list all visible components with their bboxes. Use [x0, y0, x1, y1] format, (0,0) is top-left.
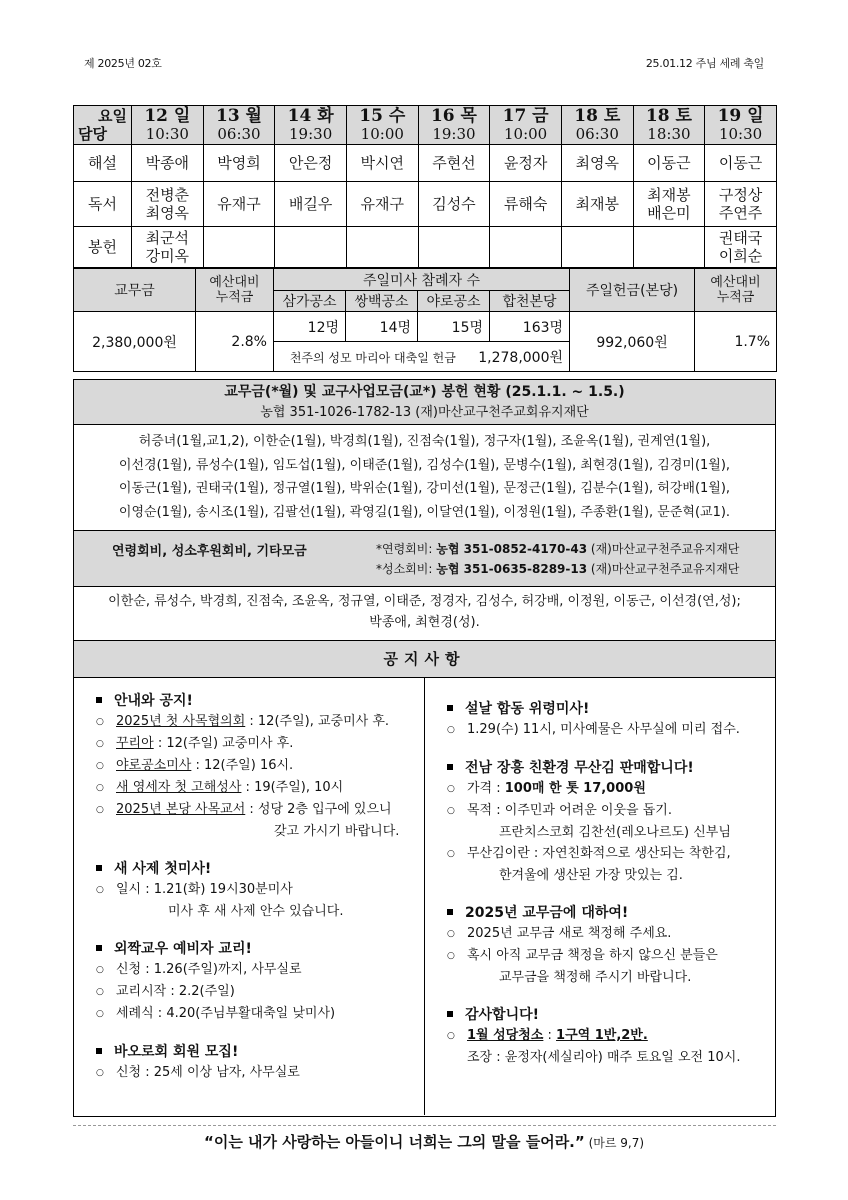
notice-item-text: 교무금을 책정해 주시기 바랍니다.: [499, 970, 692, 985]
notice-heading: [96, 1042, 424, 1062]
notice-heading-text: 새 사제 첫미사!: [114, 861, 212, 877]
circle-bullet-icon: ○: [96, 783, 104, 793]
assignee-name: 강미옥: [145, 247, 190, 265]
collection-header: 주일헌금(본당): [570, 269, 695, 312]
mass-time: 06:30: [217, 125, 261, 143]
assignee-name: 전병춘: [145, 186, 190, 204]
notice-item: [96, 959, 424, 981]
donor-line: 이한순, 류성수, 박경희, 진점숙, 조윤옥, 정규열, 이태준, 정경자, 김성수, 허강배, 이정원, 이동근, 이선경(연,성);: [108, 594, 741, 609]
circle-bullet-icon: ○: [96, 739, 104, 749]
circle-bullet-icon: ○: [96, 717, 104, 727]
bullet-icon: [96, 697, 102, 703]
notice-block: [447, 903, 775, 988]
bullet-icon: [96, 865, 102, 871]
notice-block: [96, 691, 424, 842]
place-header: 삼가공소: [274, 291, 346, 312]
assignee-cell: [561, 182, 633, 227]
mass-schedule-table: [73, 105, 777, 268]
notice-item: [96, 1062, 424, 1084]
collection-amount: 992,060원: [570, 312, 695, 372]
assignee-name: 박종애: [145, 154, 190, 172]
notice-heading-text: 설날 합동 위령미사!: [465, 701, 590, 717]
notice-item: [447, 843, 775, 865]
day-name: 13 월: [215, 106, 262, 126]
donor-line: 이선경(1월), 류성수(1월), 임도섭(1월), 이태준(1월), 김성수(1월), 문병수(1월), 최현경(1월), 김경미(1월),: [118, 457, 731, 473]
notice-header: [73, 640, 776, 678]
circle-bullet-icon: ○: [96, 805, 104, 815]
assignee-name: 최재봉: [647, 186, 691, 204]
notice-item: [96, 981, 424, 1003]
notice-item: [447, 1047, 775, 1068]
special-offering-label: 천주의 성모 마리아 대축일 헌금: [289, 350, 456, 365]
assignee-cell: [346, 227, 418, 268]
notice-heading: [447, 903, 775, 923]
assignee-name: 배길우: [288, 195, 333, 213]
donation-donor-list: [73, 586, 776, 641]
notice-block: [96, 859, 424, 922]
issue-number: 제 2025년 02호: [84, 57, 162, 70]
bullet-icon: [96, 945, 102, 951]
mass-time: 10:00: [503, 125, 548, 143]
notice-item: [96, 879, 424, 901]
date-line: 25.01.12 주님 세례 축일: [645, 57, 764, 70]
notice-item-text: 조장 : 윤정자(세실리아) 매주 토요일 오전 10시.: [467, 1050, 741, 1065]
assignee-name: 구정상: [718, 186, 763, 204]
assignee-cell: [633, 182, 705, 227]
corner-cell: 요일 담당: [74, 106, 132, 145]
assignee-name: 안은정: [288, 154, 333, 172]
day-name: 14 화: [287, 106, 334, 126]
assignee-name: 유재구: [217, 195, 261, 213]
assignee-cell: [561, 145, 633, 182]
notice-item: [447, 1025, 775, 1047]
circle-bullet-icon: ○: [447, 806, 455, 816]
dues-account: 농협 351-1026-1782-13 (재)마산교구천주교회유지재단: [260, 405, 589, 420]
assignee-cell: [418, 182, 490, 227]
donor-line: 박종애, 최현경(성).: [369, 615, 480, 630]
footer-divider: [73, 1125, 776, 1126]
notice-heading-text: 바오로회 회원 모집!: [114, 1044, 239, 1060]
notice-block: [447, 1005, 775, 1068]
circle-bullet-icon: ○: [447, 951, 455, 961]
assignee-cell: [490, 145, 562, 182]
notice-item-text: : 19(주일), 10시: [241, 780, 344, 795]
day-name: 17 금: [502, 106, 549, 126]
assignee-cell: [275, 145, 347, 182]
header-line: 예산대비: [710, 275, 761, 290]
notice-item: [447, 778, 775, 800]
notice-item-text: 무산김이란 : 자연친화적으로 생산되는 착한김,: [467, 846, 731, 861]
assignee-name: 최영옥: [145, 204, 190, 222]
notice-item: [96, 711, 424, 733]
notice-item-text: :: [543, 1028, 557, 1043]
dues-section-title: 교무금(*월) 및 교구사업모금(교*) 봉헌 현황 (25.1.1. ~ 1.5.): [224, 384, 625, 400]
assignee-name: 주연주: [718, 204, 763, 222]
mass-time: 10:30: [145, 125, 189, 143]
dues-ratio-header: [196, 269, 274, 312]
notice-heading: [447, 758, 775, 778]
assignee-cell: [203, 227, 275, 268]
notice-block: [447, 699, 775, 741]
day-header: [132, 106, 204, 145]
assignee-cell: [633, 145, 705, 182]
notice-item-emphasis: 100매 한 톳 17,000원: [504, 781, 646, 796]
bullet-icon: [447, 1011, 453, 1017]
assignee-cell: [346, 182, 418, 227]
donor-line: 허증녀(1월,교1,2), 이한순(1월), 박경희(1월), 진점숙(1월), 정구자(1월), 조윤옥(1월), 권계연(1월),: [138, 434, 711, 449]
attendance-count: 15명: [418, 312, 490, 342]
notice-item-text: 2025년 교무금 새로 책정해 주세요.: [467, 926, 672, 941]
circle-bullet-icon: ○: [447, 849, 455, 859]
notice-heading: [96, 691, 424, 711]
notice-item-text: 세례식 : 4.20(주님부활대축일 낮미사): [116, 1006, 336, 1021]
special-offering: [274, 342, 570, 372]
assignee-name: 윤정자: [503, 154, 548, 172]
assignee-cell: [132, 145, 204, 182]
notice-item-text: 혹시 아직 교무금 책정을 하지 않으신 분들은: [467, 948, 718, 963]
assignee-name: 류해숙: [503, 195, 548, 213]
mass-time: 10:30: [718, 125, 763, 143]
notice-heading: [96, 859, 424, 879]
assignee-name: 이희순: [718, 247, 763, 265]
notice-item: [96, 733, 424, 755]
day-header: [490, 106, 562, 145]
donor-line: 이동근(1월), 권태국(1월), 정규열(1월), 박위순(1월), 강미선(1월), 문정근(1월), 김분수(1월), 허강배(1월),: [118, 481, 731, 496]
notice-block: [96, 1042, 424, 1084]
donor-line: 이영순(1월), 송시조(1월), 김팔선(1월), 곽영길(1월), 이달연(1월), 이정원(1월), 주종환(1월), 문준혁(교1).: [118, 504, 731, 520]
circle-bullet-icon: ○: [447, 929, 455, 939]
footer-quote: [0, 1131, 848, 1152]
assignee-cell: [346, 145, 418, 182]
notice-item-title: 꾸리아: [116, 736, 154, 751]
notice-item: [96, 1003, 424, 1025]
place-header: 야로공소: [418, 291, 490, 312]
notice-item-title: 2025년 첫 사목협의회: [116, 714, 246, 729]
notice-item: [447, 945, 775, 967]
bullet-icon: [447, 705, 453, 711]
notice-heading-text: 전남 장흥 친환경 무산김 판매합니다!: [465, 760, 694, 776]
finance-table: [73, 268, 777, 372]
assignee-cell: [418, 145, 490, 182]
notice-item-text: 일시 : 1.21(화) 19시30분미사: [116, 882, 293, 897]
role-label: 봉헌: [74, 227, 132, 268]
notice-heading-text: 외짝교우 예비자 교리!: [114, 941, 252, 957]
notice-item: [447, 719, 775, 741]
assignee-cell: [705, 227, 777, 268]
notice-item-text: : 12(주일), 교중미사 후.: [245, 714, 390, 729]
assignee-cell: [132, 182, 204, 227]
notice-heading: [447, 699, 775, 719]
notice-item: [447, 923, 775, 945]
header-line: 누적금: [716, 290, 755, 305]
assignee-name: 최영옥: [575, 154, 619, 172]
notice-title: 공지사항: [383, 650, 466, 668]
notice-item-text: 신청 : 25세 이상 남자, 사무실로: [116, 1065, 300, 1080]
dues-section-header: [73, 379, 776, 425]
notice-item: [96, 755, 424, 777]
bullet-icon: [447, 764, 453, 770]
assignee-cell: [490, 227, 562, 268]
circle-bullet-icon: ○: [96, 965, 104, 975]
notice-heading: [447, 1005, 775, 1025]
assignee-name: 이동근: [647, 154, 691, 172]
dues-amount: 2,380,000원: [74, 312, 196, 372]
day-name: 16 목: [430, 106, 477, 126]
donation-section-header: [73, 530, 776, 587]
circle-bullet-icon: ○: [96, 761, 104, 771]
assignee-name: 배은미: [647, 204, 691, 222]
notice-item: [96, 777, 424, 799]
assignee-name: 김성수: [432, 195, 476, 213]
mass-time: 19:30: [289, 125, 333, 143]
notice-heading: [96, 939, 424, 959]
day-name: 12 일: [144, 106, 191, 126]
header-line: 누적금: [215, 290, 254, 305]
donation-accounts: *연령회비: 농협 351-0852-4170-43 (재)마산교구천주교유지재단 *성소회비: 농협 351-0635-8289-13 (재)마산교구천주교유지재단: [376, 542, 740, 576]
day-header: [705, 106, 777, 145]
assignee-name: 박영희: [217, 154, 261, 172]
notice-item: [447, 865, 775, 886]
bullet-icon: [96, 1048, 102, 1054]
assignee-cell: [203, 182, 275, 227]
assignee-name: 권태국: [718, 229, 763, 247]
assignee-cell: [705, 145, 777, 182]
circle-bullet-icon: ○: [447, 1031, 455, 1041]
special-offering-amount: 1,278,000원: [478, 349, 564, 366]
notice-heading-text: 안내와 공지!: [114, 693, 193, 709]
notice-block: [96, 939, 424, 1025]
day-header: [203, 106, 275, 145]
notice-right-column: [425, 677, 775, 1085]
assignee-cell: [633, 227, 705, 268]
collection-ratio-header: [695, 269, 777, 312]
circle-bullet-icon: ○: [447, 784, 455, 794]
role-label: 독서: [74, 182, 132, 227]
day-header: [633, 106, 705, 145]
assignee-cell: [705, 182, 777, 227]
notice-item-title: 1월 성당청소: [467, 1028, 544, 1043]
day-header: [561, 106, 633, 145]
day-header: [418, 106, 490, 145]
place-header: 합천본당: [490, 291, 570, 312]
dues-header: 교무금: [74, 269, 196, 312]
assignee-cell: [132, 227, 204, 268]
dues-ratio: 2.8%: [196, 312, 274, 372]
notice-item-text: 프란치스코회 김찬선(레오나르도) 신부님: [499, 825, 731, 840]
assignee-name: 최군석: [145, 229, 190, 247]
day-header: [275, 106, 347, 145]
donation-section-title: 연령회비, 성소후원회비, 기타모금: [112, 544, 307, 559]
assignee-cell: [490, 182, 562, 227]
assignee-cell: [275, 182, 347, 227]
circle-bullet-icon: ○: [447, 725, 455, 735]
notice-item-text: : 성당 2층 입구에 있으니: [245, 802, 392, 817]
notice-item-text: 목적 : 이주민과 어려운 이웃을 돕기.: [467, 803, 672, 818]
day-name: 18 토: [645, 106, 692, 126]
circle-bullet-icon: ○: [96, 1009, 104, 1019]
dues-donor-list: [73, 424, 776, 531]
assignee-name: 박시연: [360, 154, 405, 172]
circle-bullet-icon: ○: [96, 885, 104, 895]
assignee-cell: [203, 145, 275, 182]
notice-item-text: : 12(주일) 교중미사 후.: [153, 736, 294, 751]
assignee-name: 최재봉: [575, 195, 619, 213]
notice-item-text: 교리시작 : 2.2(주일): [116, 984, 235, 999]
attendance-header: 주일미사 참례자 수: [274, 269, 570, 291]
assignee-name: 주현선: [432, 154, 476, 172]
notice-item: [96, 799, 424, 821]
notice-item: [447, 967, 775, 988]
day-name: 18 토: [574, 106, 621, 126]
assignee-name: 유재구: [360, 195, 405, 213]
notice-item-text: : 12(주일) 16시.: [191, 758, 294, 773]
assignee-name: 이동근: [718, 154, 763, 172]
assignee-cell: [561, 227, 633, 268]
notice-heading-text: 감사합니다!: [465, 1007, 540, 1023]
mass-time: 19:30: [432, 125, 476, 143]
notice-item: [447, 822, 775, 843]
notice-item-text: 가격 :: [467, 781, 505, 796]
attendance-count: 12명: [274, 312, 346, 342]
notice-item-title: 2025년 본당 사목교서: [116, 802, 246, 817]
notice-left-column: [74, 677, 425, 1115]
assignee-cell: [418, 227, 490, 268]
notice-heading-text: 2025년 교무금에 대하여!: [465, 905, 629, 921]
notice-item: [447, 800, 775, 822]
attendance-count: 163명: [490, 312, 570, 342]
day-header: [346, 106, 418, 145]
notice-item-continuation: 갖고 가시기 바랍니다.: [274, 824, 400, 839]
notice-body: [73, 677, 776, 1117]
assignee-cell: [275, 227, 347, 268]
header-line: 예산대비: [209, 275, 260, 290]
notice-item-continuation: 미사 후 새 사제 안수 있습니다.: [168, 904, 344, 919]
attendance-count: 14명: [346, 312, 418, 342]
mass-time: 18:30: [647, 125, 691, 143]
notice-item-emphasis: 1구역 1반,2반.: [556, 1028, 648, 1043]
circle-bullet-icon: ○: [96, 987, 104, 997]
quote-text: “이는 내가 사랑하는 아들이니 너희는 그의 말을 들어라.”: [203, 1133, 585, 1151]
day-name: 15 수: [359, 106, 406, 126]
notice-item-title: 야로공소미사: [116, 758, 192, 773]
notice-block: [447, 758, 775, 886]
notice-item-title: 새 영세자 첫 고해성사: [116, 780, 242, 795]
collection-ratio: 1.7%: [695, 312, 777, 372]
circle-bullet-icon: ○: [96, 1068, 104, 1078]
mass-time: 10:00: [360, 125, 404, 143]
notice-item-text: 신청 : 1.26(주일)까지, 사무실로: [116, 962, 302, 977]
day-name: 19 일: [717, 106, 764, 126]
mass-time: 06:30: [575, 125, 619, 143]
role-label: 해설: [74, 145, 132, 182]
notice-item-text: 1.29(수) 11시, 미사예물은 사무실에 미리 접수.: [467, 722, 740, 737]
notice-item-text: 한겨울에 생산된 가장 맛있는 김.: [499, 868, 683, 883]
bullet-icon: [447, 909, 453, 915]
place-header: 쌍백공소: [346, 291, 418, 312]
quote-reference: (마르 9,7): [584, 1136, 645, 1150]
